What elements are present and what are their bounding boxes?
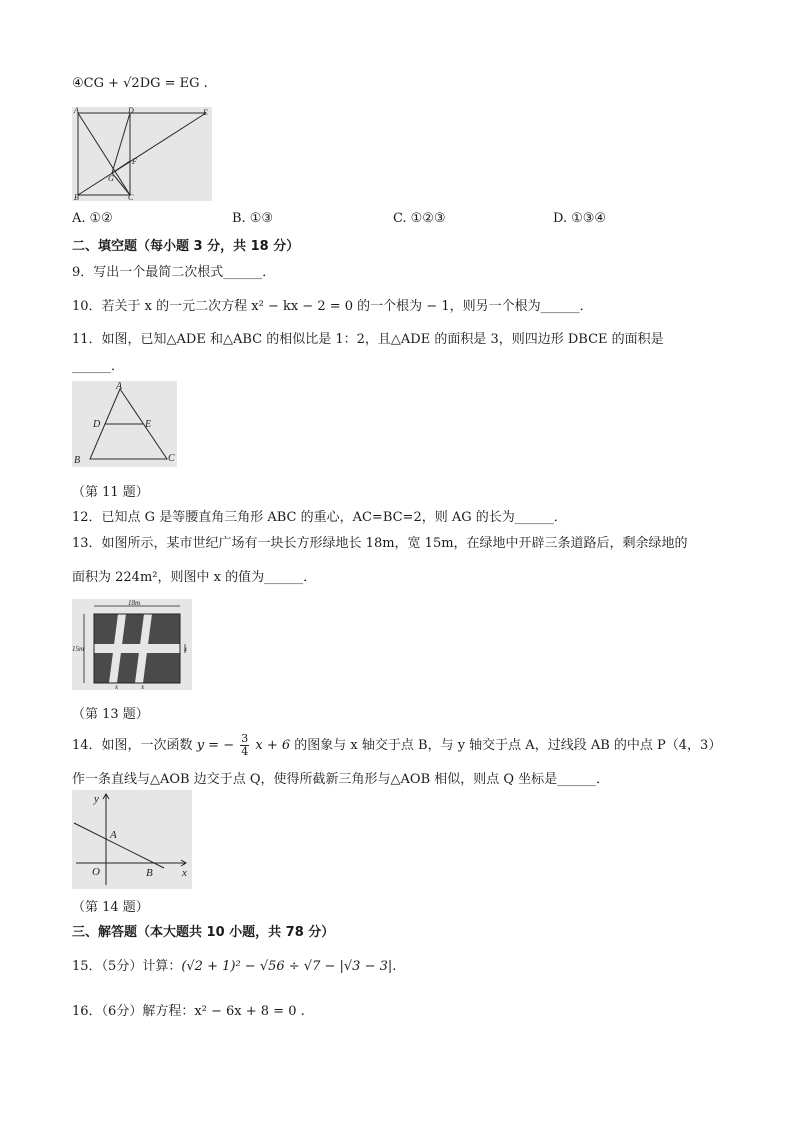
q11-figure xyxy=(72,381,177,467)
choice-b-key: B. xyxy=(232,211,246,226)
label-b: B xyxy=(74,455,81,466)
choice-c-key: C. xyxy=(393,211,407,226)
line-be xyxy=(78,113,206,195)
height-label: 15m xyxy=(72,645,85,653)
q14-intro-rest: 的图象与 x 轴交于点 B，与 y 轴交于点 A，过线段 AB 的中点 P（4，3） xyxy=(294,738,722,753)
road-label-right: x xyxy=(184,645,188,653)
question-15 xyxy=(72,955,396,974)
q13-figure xyxy=(72,599,192,690)
choice-a xyxy=(72,211,113,226)
question-13-line-2: 面积为 224m²，则图中 x 的值为______． xyxy=(72,570,317,585)
q11-figure-svg xyxy=(72,381,177,467)
choice-c xyxy=(393,211,446,226)
label-f: F xyxy=(132,157,137,166)
label-x: x xyxy=(182,867,187,879)
horizontal-road xyxy=(94,644,180,653)
q8-figure-svg xyxy=(72,107,212,201)
question-9: 9．写出一个最简二次根式______． xyxy=(72,265,276,280)
q14-intro: 14．如图，一次函数 xyxy=(72,738,193,753)
diagonal-ac xyxy=(78,113,130,195)
q14-figure xyxy=(72,790,192,889)
section-3-title: 三、解答题（本大题共 10 小题，共 78 分） xyxy=(72,925,335,940)
q14-eq-pre: y = − xyxy=(196,738,235,753)
q11-caption: （第 11 题） xyxy=(72,485,149,500)
q8-option-4: ④CG + √2DG = EG . xyxy=(72,76,208,91)
label-o: O xyxy=(92,866,100,878)
label-g: G xyxy=(108,174,114,183)
choice-c-text: ①②③ xyxy=(410,211,446,226)
choice-d xyxy=(553,211,606,226)
q13-caption: （第 13 题） xyxy=(72,707,149,722)
choice-b xyxy=(232,211,273,226)
road-label-bottom-1: x xyxy=(115,683,119,690)
choice-d-text: ①③④ xyxy=(571,211,607,226)
choice-a-key: A. xyxy=(72,211,86,226)
road-label-bottom-2: x xyxy=(141,683,145,690)
choice-d-key: D. xyxy=(553,211,568,226)
q14-caption: （第 14 题） xyxy=(72,900,149,915)
label-y: y xyxy=(94,793,99,805)
question-12: 12．已知点 G 是等腰直角三角形 ABC 的重心，AC=BC=2，则 AG 的长为______． xyxy=(72,510,567,525)
linear-function-line xyxy=(74,823,164,868)
label-a: A xyxy=(110,829,117,841)
label-b: B xyxy=(146,867,153,879)
question-14-line-1 xyxy=(72,733,721,758)
label-e: E xyxy=(203,108,208,117)
q14-frac-den: 4 xyxy=(241,745,249,758)
q14-fraction xyxy=(240,733,249,758)
choice-a-text: ①② xyxy=(89,211,113,226)
label-d: D xyxy=(128,107,134,115)
label-b: B xyxy=(74,193,79,201)
label-e: E xyxy=(145,419,152,430)
q15-label: 15．（5分）计算： xyxy=(72,959,182,974)
q13-figure-svg xyxy=(72,599,192,690)
label-c: C xyxy=(168,453,175,464)
q8-figure xyxy=(72,107,212,201)
q14-frac-num: 3 xyxy=(241,732,249,745)
choice-b-text: ①③ xyxy=(249,211,273,226)
question-13-line-1: 13．如图所示，某市世纪广场有一块长方形绿地长 18m，宽 15m，在绿地中开辟三条道路后，剩余绿地的 xyxy=(72,536,688,551)
label-d: D xyxy=(93,419,101,430)
question-11-line-1: 11．如图，已知△ADE 和△ABC 的相似比是 1：2，且△ADE 的面积是 3，则四边形 DBCE 的面积是 xyxy=(72,332,664,347)
q15-expression: (√2 + 1)² − √56 ÷ √7 − |√3 − 3|. xyxy=(181,959,397,974)
question-11-line-2: ______． xyxy=(72,359,125,374)
label-a: A xyxy=(74,107,79,115)
label-a: A xyxy=(116,381,123,392)
q14-eq-post: x + 6 xyxy=(255,738,291,753)
label-c: C xyxy=(128,193,134,201)
question-14-line-2: 作一条直线与△AOB 边交于点 Q，使得所截新三角形与△AOB 相似，则点 Q 坐标是______． xyxy=(72,772,610,787)
width-label: 18m xyxy=(128,599,141,607)
q14-figure-svg xyxy=(72,790,192,889)
question-10: 10．若关于 x 的一元二次方程 x² − kx − 2 = 0 的一个根为 − 1，则另一个根为______． xyxy=(72,299,593,314)
line-gc xyxy=(112,173,130,195)
question-16: 16．（6分）解方程：x² − 6x + 8 = 0 . xyxy=(72,1004,305,1019)
section-2-title: 二、填空题（每小题 3 分，共 18 分） xyxy=(72,239,300,254)
